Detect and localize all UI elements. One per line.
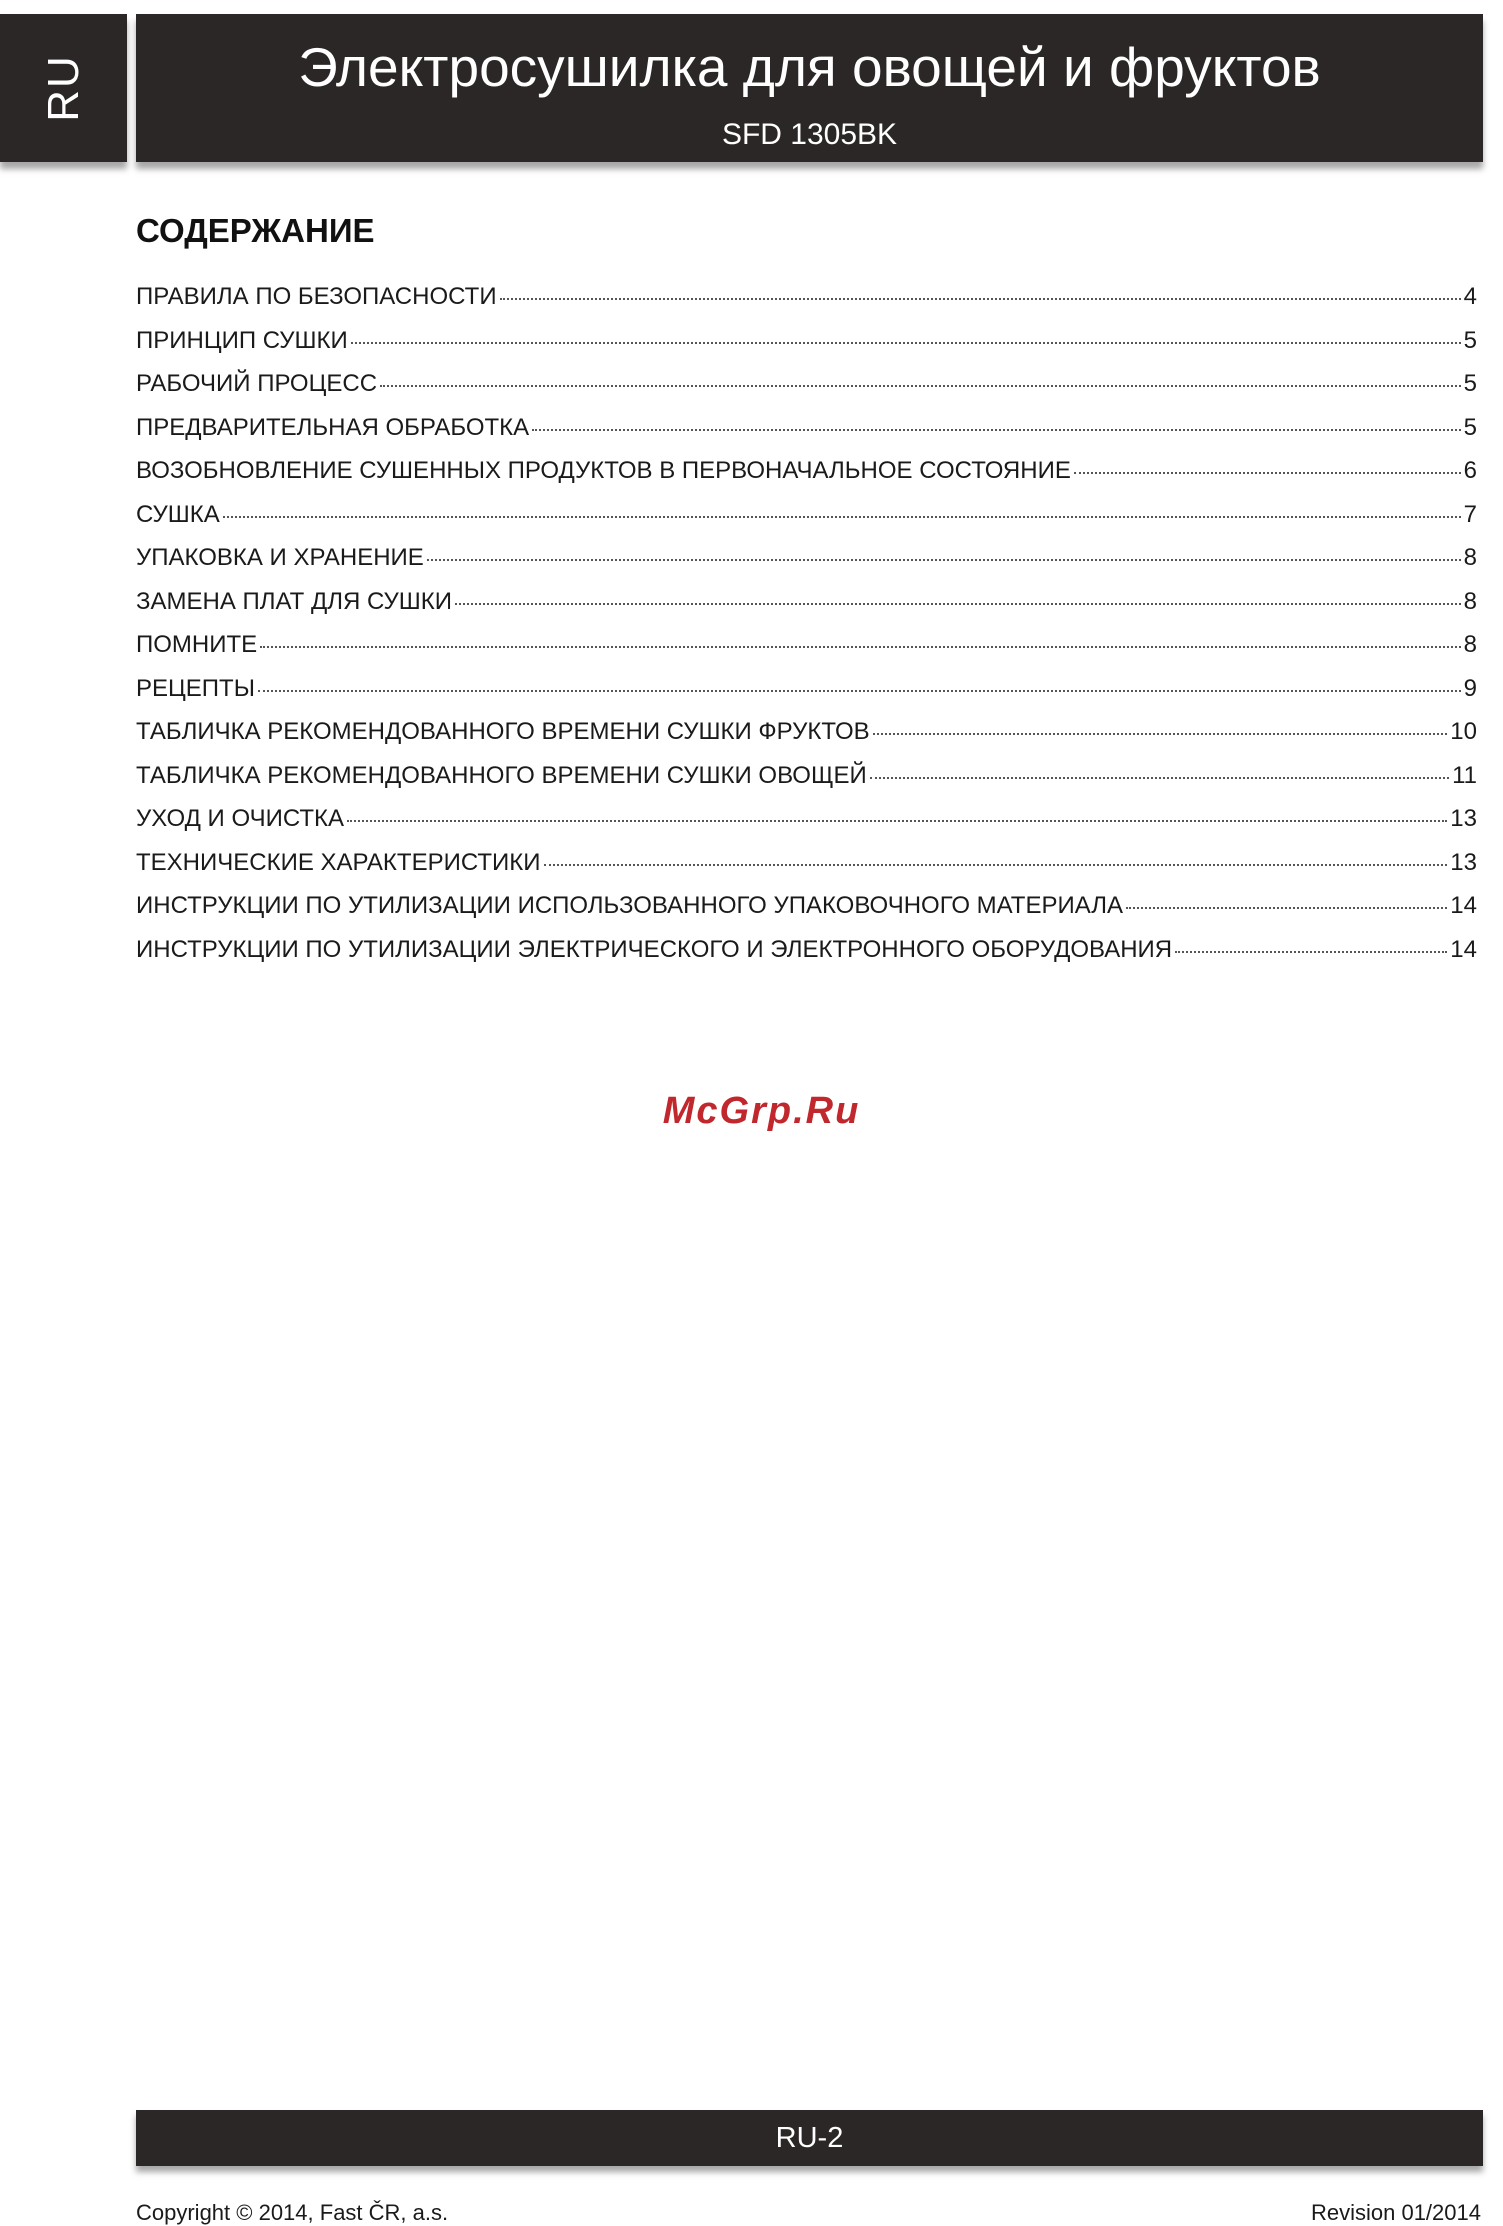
toc-entry[interactable] bbox=[136, 501, 1477, 545]
toc-leader-dots bbox=[532, 429, 1461, 431]
toc-entry[interactable] bbox=[136, 675, 1477, 719]
toc-entry-page: 14 bbox=[1450, 892, 1477, 919]
toc-entry-page: 13 bbox=[1450, 848, 1477, 876]
page-number: RU-2 bbox=[775, 2122, 844, 2154]
toc-entry-page: 8 bbox=[1463, 544, 1477, 571]
toc-entry-title: ТЕХНИЧЕСКИЕ ХАРАКТЕРИСТИКИ bbox=[136, 848, 541, 876]
toc-entry-page: 14 bbox=[1450, 935, 1477, 963]
toc-leader-dots bbox=[500, 298, 1461, 300]
toc-entry[interactable] bbox=[136, 457, 1477, 501]
toc-entry-title: ИНСТРУКЦИИ ПО УТИЛИЗАЦИИ ИСПОЛЬЗОВАННОГО УПАКОВОЧНОГО МАТЕРИАЛА bbox=[136, 892, 1124, 919]
toc-leader-dots bbox=[258, 690, 1461, 692]
toc-entry[interactable] bbox=[136, 762, 1477, 806]
toc-entry-title: РЕЦЕПТЫ bbox=[136, 674, 255, 702]
toc-entry-title: РАБОЧИЙ ПРОЦЕСС bbox=[136, 370, 378, 397]
toc-leader-dots bbox=[544, 864, 1448, 866]
toc-entry-page: 8 bbox=[1463, 631, 1477, 658]
toc-entry[interactable] bbox=[136, 849, 1477, 893]
toc-leader-dots bbox=[1126, 907, 1447, 909]
table-of-contents bbox=[136, 283, 1477, 979]
toc-heading: СОДЕРЖАНИЕ bbox=[136, 212, 375, 249]
language-label: RU bbox=[38, 54, 88, 122]
toc-entry[interactable] bbox=[136, 892, 1477, 936]
toc-leader-dots bbox=[870, 777, 1449, 779]
toc-entry-title: ПРАВИЛА ПО БЕЗОПАСНОСТИ bbox=[136, 283, 497, 310]
toc-leader-dots bbox=[380, 385, 1461, 387]
model-number: SFD 1305BK bbox=[721, 118, 898, 151]
toc-entry[interactable] bbox=[136, 370, 1477, 414]
toc-entry-title: УХОД И ОЧИСТКА bbox=[136, 805, 345, 832]
toc-entry-title: УПАКОВКА И ХРАНЕНИЕ bbox=[136, 544, 424, 571]
toc-entry-page: 13 bbox=[1450, 805, 1477, 832]
toc-entry-page: 7 bbox=[1463, 500, 1477, 528]
footer-bar bbox=[136, 2110, 1483, 2166]
toc-entry[interactable] bbox=[136, 283, 1477, 327]
toc-entry-page: 8 bbox=[1463, 587, 1477, 615]
revision-text: Revision 01/2014 bbox=[1310, 2200, 1481, 2225]
language-tab bbox=[0, 14, 127, 162]
toc-entry[interactable] bbox=[136, 544, 1477, 588]
toc-leader-dots bbox=[260, 646, 1460, 648]
document-title: Электросушилка для овощей и фруктов bbox=[298, 36, 1321, 98]
toc-leader-dots bbox=[223, 516, 1461, 518]
toc-leader-dots bbox=[1175, 951, 1447, 953]
toc-entry[interactable] bbox=[136, 588, 1477, 632]
toc-entry-title: ТАБЛИЧКА РЕКОМЕНДОВАННОГО ВРЕМЕНИ СУШКИ ОВОЩЕЙ bbox=[136, 761, 867, 789]
toc-entry[interactable] bbox=[136, 805, 1477, 849]
toc-entry-title: ИНСТРУКЦИИ ПО УТИЛИЗАЦИИ ЭЛЕКТРИЧЕСКОГО И ЭЛЕКТРОННОГО ОБОРУДОВАНИЯ bbox=[136, 935, 1173, 963]
toc-entry-title: ТАБЛИЧКА РЕКОМЕНДОВАННОГО ВРЕМЕНИ СУШКИ ФРУКТОВ bbox=[136, 718, 870, 745]
header-bar bbox=[136, 14, 1483, 162]
watermark: McGrp.Ru bbox=[662, 1090, 861, 1132]
toc-entry-title: ПРЕДВАРИТЕЛЬНАЯ ОБРАБОТКА bbox=[136, 413, 530, 441]
toc-entry-page: 5 bbox=[1463, 413, 1477, 441]
toc-leader-dots bbox=[873, 733, 1448, 735]
toc-entry-page: 10 bbox=[1450, 718, 1477, 745]
toc-entry[interactable] bbox=[136, 327, 1477, 371]
toc-entry-page: 5 bbox=[1463, 326, 1477, 354]
copyright-text: Copyright © 2014, Fast ČR, a.s. bbox=[136, 2200, 449, 2225]
toc-leader-dots bbox=[455, 603, 1461, 605]
toc-leader-dots bbox=[1074, 472, 1461, 474]
toc-entry[interactable] bbox=[136, 718, 1477, 762]
toc-entry[interactable] bbox=[136, 414, 1477, 458]
toc-entry-page: 5 bbox=[1463, 370, 1477, 397]
toc-entry[interactable] bbox=[136, 936, 1477, 980]
toc-entry-title: ЗАМЕНА ПЛАТ ДЛЯ СУШКИ bbox=[136, 587, 452, 615]
toc-leader-dots bbox=[427, 559, 1461, 561]
toc-entry-page: 6 bbox=[1463, 457, 1477, 484]
toc-entry-title: ПРИНЦИП СУШКИ bbox=[136, 326, 348, 354]
toc-entry-page: 4 bbox=[1463, 283, 1477, 310]
toc-entry-page: 11 bbox=[1452, 761, 1477, 789]
toc-entry-title: ПОМНИТЕ bbox=[136, 631, 258, 658]
toc-leader-dots bbox=[347, 820, 1447, 822]
toc-entry-page: 9 bbox=[1463, 674, 1477, 702]
toc-entry-title: ВОЗОБНОВЛЕНИЕ СУШЕННЫХ ПРОДУКТОВ В ПЕРВОНАЧАЛЬНОЕ СОСТОЯНИЕ bbox=[136, 457, 1071, 484]
toc-leader-dots bbox=[351, 342, 1461, 344]
toc-entry[interactable] bbox=[136, 631, 1477, 675]
toc-entry-title: СУШКА bbox=[136, 500, 220, 528]
